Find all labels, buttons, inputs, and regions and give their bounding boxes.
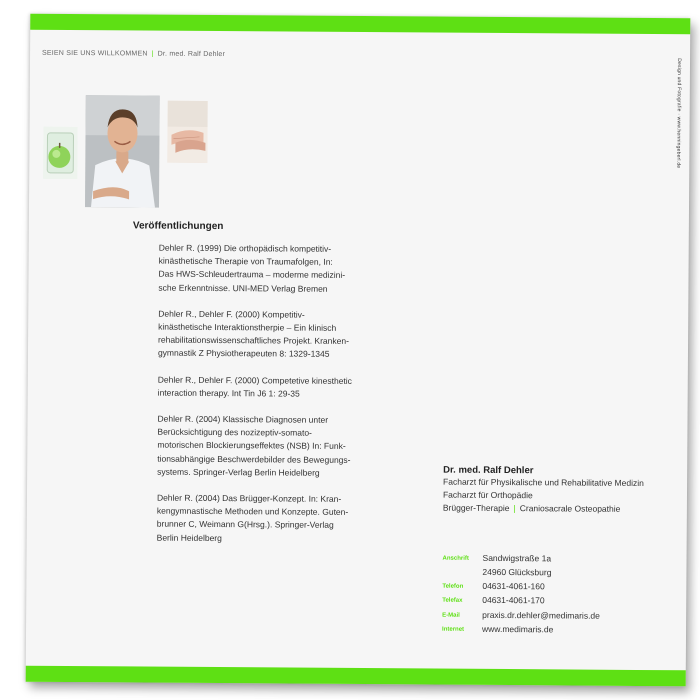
publication-item: Dehler R., Dehler F. (2000) Kompetitiv- kinästhetische Interaktionstherpie – Ein klinisch rehabilitationswissenschaftliches Projekt. Kranken- gymnastik Z Physiotherapeuten 8: 1329-1345 (157, 308, 349, 360)
apple-photo (43, 127, 77, 179)
portrait-photo (85, 95, 160, 208)
brochure-page (26, 14, 691, 687)
email-label: E-Mail (442, 612, 460, 619)
contact-block (443, 465, 693, 517)
fax-value: 04631-4061-170 (482, 595, 545, 606)
specialty-bruegger: Brügger-Therapie (442, 502, 510, 514)
top-green-bar (30, 14, 690, 35)
specialty-divider: | (513, 503, 516, 514)
publication-item: Dehler R. (2004) Das Brügger-Konzept. In: Kran- kengymnastische Methoden und Konzepte. Guten- brunner C, Weimann G(Hrsg.). Springer-Verlag Berlin Heidelberg (156, 492, 349, 543)
design-credits: Design und Fotografie · www.henningeberl.de (675, 58, 683, 169)
specialty-line-2: Facharzt für Orthopädie (442, 489, 533, 501)
address-block (442, 552, 693, 639)
telefon-label: Telefon (442, 583, 464, 590)
header-doctor: Dr. med. Ralf Dehler (157, 50, 226, 59)
email-link[interactable]: praxis.dr.dehler@medimaris.de (482, 609, 600, 621)
publications-list (157, 242, 379, 559)
header-nav (42, 50, 225, 58)
specialty-line-1: Facharzt für Physikalische und Rehabilitative Medizin (443, 476, 644, 488)
street-value: Sandwigstraße 1a (482, 552, 552, 564)
publications-heading: Veröffentlichungen (132, 220, 224, 233)
bottom-green-bar (26, 666, 686, 687)
website-link[interactable]: www.medimaris.de (482, 623, 554, 635)
internet-row (442, 623, 692, 639)
hands-photo (167, 101, 207, 163)
telefax-label: Telefax (442, 597, 463, 604)
welcome-text: SEIEN SIE UNS WILLKOMMEN (42, 49, 148, 58)
publication-item: Dehler R. (1999) Die orthopädisch kompetitiv- kinästhetische Therapie von Traumafolgen, In: Das HWS-Schleudertrauma – moderme medizini- sche Erkenntnisse. UNI-MED Verlag Bremen (158, 242, 346, 294)
publication-item: Dehler R., Dehler F. (2000) Competetive kinesthetic interaction therapy. Int Tin J6 1: 29-35 (157, 374, 352, 399)
phone-value[interactable]: 04631-4061-160 (482, 580, 545, 592)
specialty-osteopathy: Craniosacrale Osteopathie (519, 503, 621, 514)
city-value: 24960 Glücksburg (482, 567, 552, 578)
internet-label: Internet (442, 626, 465, 633)
publication-item: Dehler R. (2004) Klassische Diagnosen unter Berücksichtigung des nozizeptiv-somato- motorischen Blockierungseffektes (NSB) In: Funk- tionsabhängige Beschwerdebilder des Bewegungs- systems. Springer-Verlag Berlin Heidelberg (157, 413, 351, 478)
anschrift-label: Anschrift (442, 555, 469, 562)
header-divider: | (151, 50, 154, 58)
specialty-line-3 (443, 502, 693, 517)
contact-name: Dr. med. Ralf Dehler (443, 464, 534, 477)
